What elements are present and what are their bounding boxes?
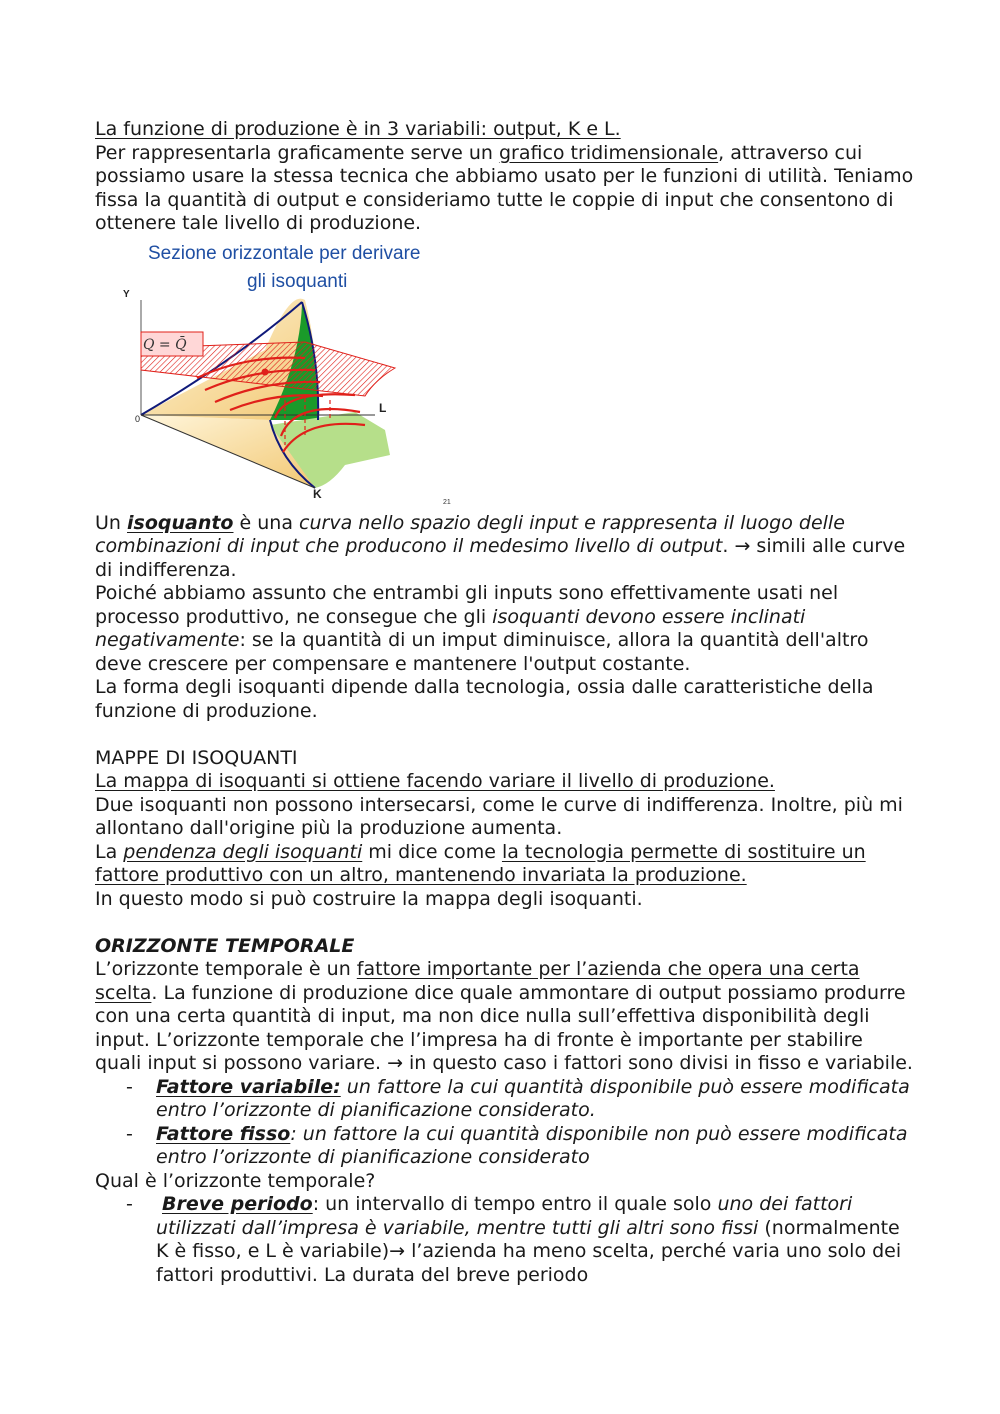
intro-paragraph: Per rappresentarla graficamente serve un grafico tridimensionale, attraverso cui possiamo usare la stessa tecnica che abbiamo usato per le funzioni di utilità. Teniamo fissa la quantità di output e consideriamo tutte le coppie di input che consentono di ottenere tale livello di produzione. [95,141,914,234]
figure-title-line2: gli isoquanti [247,270,348,292]
l-axis-label: L [379,400,387,415]
isoquanto-definition: Un isoquanto è una curva nello spazio degli input e rappresenta il luogo delle combinazioni di input che producono il medesimo livello di output. → simili alle curve di indifferenza. [95,511,906,581]
mappe-heading: MAPPE DI ISOQUANTI [95,746,298,769]
list-item: - Fattore fisso: un fattore la cui quantità disponibile non può essere modificata entro l’orizzonte di pianificazione considerato [126,1122,908,1168]
orizzonte-question: Qual è l’orizzonte temporale? [95,1169,376,1192]
orizzonte-paragraph: L’orizzonte temporale è un fattore importante per l’azienda che opera una certa scelta. La funzione di produzione dice quale ammontare di output possiamo produrre con una certa quantità di input, ma non dice nulla sull’effettiva disponibilità degli input. L’orizzonte temporale che l’impresa ha di fronte è importante per stabilire quali input si possono variare. → in questo caso i fattori sono divisi in fisso e variabile. [95,958,913,1074]
mappe-line1: La mappa di isoquanti si ottiene facendo variare il livello di produzione. [95,770,775,792]
fattori-list [95,1076,915,1170]
orizzonte-heading: ORIZZONTE TEMPORALE [95,934,355,957]
mappe-line2: Due isoquanti non possono intersecarsi, come le curve di indifferenza. Inoltre, più mi allontano dall'origine più la produzione aumenta. [95,793,903,839]
origin-label: 0 [135,413,141,424]
list-item: - Breve periodo: un intervallo di tempo entro il quale solo uno dei fattori utilizzati dall’impresa è variabile, mentre tutti gli altri sono fissi (normalmente K è fisso, e L è variabile)→ l’azienda ha meno scelta, perché varia uno solo dei fattori produttivi. La durata del breve periodo [126,1193,902,1286]
isoquanto-term: isoquanto [127,511,234,534]
figure-title-line1: Sezione orizzontale per derivare [148,242,421,264]
periodo-list [95,1193,915,1287]
q-label: Q = Q̄ [143,336,187,353]
document-page [95,118,915,1287]
mappe-line4: In questo modo si può costruire la mappa degli isoquanti. [95,887,643,910]
intro-line: La funzione di produzione è in 3 variabili: output, K e L. [95,118,621,140]
list-item: - Fattore variabile: un fattore la cui quantità disponibile può essere modificata entro l’orizzonte di pianificazione considerato. [126,1075,910,1121]
isoquanto-slope-paragraph: Poiché abbiamo assunto che entrambi gli inputs sono effettivamente usati nel processo produttivo, ne consegue che gli isoquanti devono essere inclinati negativamente: se la quantità di un imput diminuisce, allora la quantità dell'altro deve crescere per compensare e mantenere l'output costante. [95,582,869,675]
isoquanto-shape-paragraph: La forma degli isoquanti dipende dalla tecnologia, ossia dalle caratteristiche della funzione di produzione. [95,676,874,722]
k-axis-label: K [313,486,322,501]
surface-point [262,368,269,375]
isoquant-3d-figure [105,240,465,508]
slide-number: 21 [443,498,451,506]
y-axis-label: Y [123,288,130,300]
mappe-pendenza-paragraph: La pendenza degli isoquanti mi dice come la tecnologia permette di sostituire un fattore produttivo con un altro, mantenendo invariata la produzione. [95,840,866,886]
